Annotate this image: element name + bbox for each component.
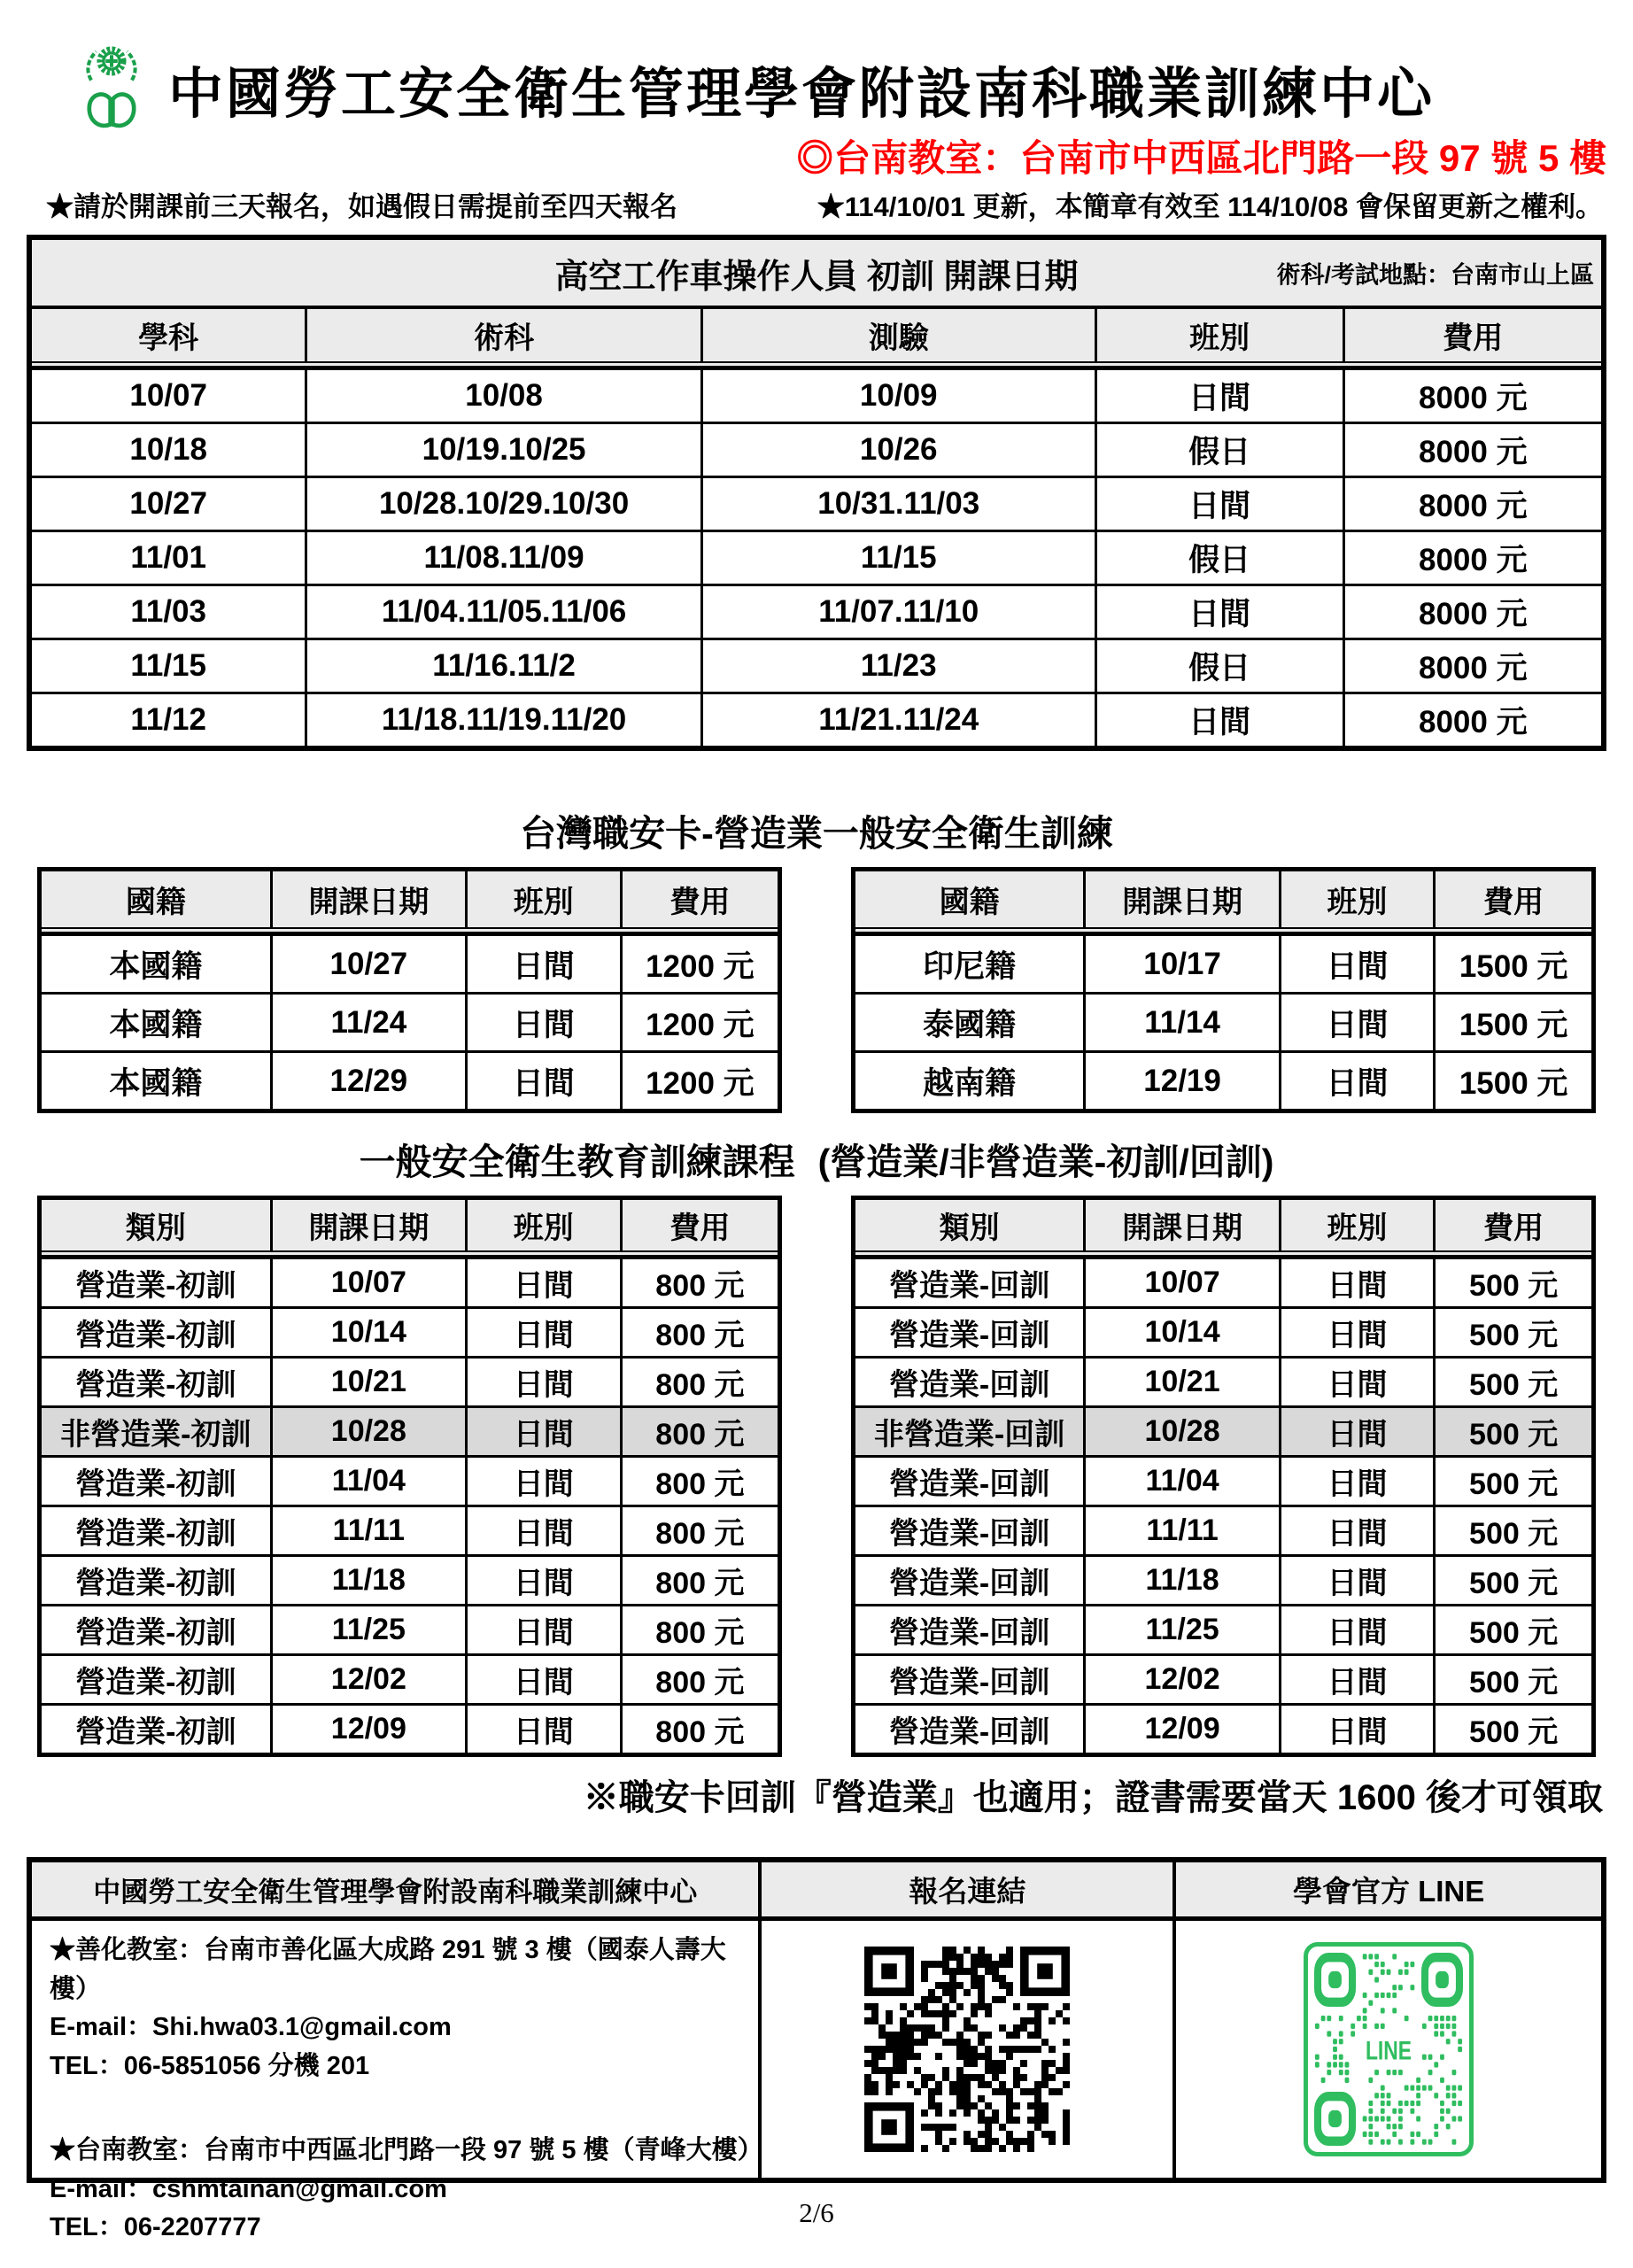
cell: 800 元 — [620, 1458, 778, 1505]
cell: 日間 — [465, 1606, 620, 1653]
column-header: 班別 — [1279, 871, 1434, 927]
cell: 日間 — [1279, 936, 1434, 992]
shanhua-classroom-contact — [50, 1931, 758, 2086]
table-row — [42, 1306, 778, 1356]
cell: 11/23 — [700, 640, 1095, 692]
column-header: 國籍 — [939, 886, 1000, 919]
cell: 非營造業-初訓 — [60, 1418, 252, 1451]
table-row — [32, 584, 1601, 638]
cell: 800 元 — [620, 1706, 778, 1753]
table-body — [855, 933, 1591, 1109]
cell: 11/11 — [1083, 1507, 1278, 1554]
cell: 11/18 — [270, 1557, 465, 1604]
cell: 11/12 — [130, 702, 206, 737]
table1-title-row — [32, 240, 1601, 309]
cell: 11/01 — [130, 540, 206, 575]
cell: 11/04.11/05.11/06 — [305, 586, 700, 638]
cell: 12/29 — [270, 1053, 465, 1109]
cell: 假日 — [1095, 640, 1343, 692]
signup-link-header: 報名連結 — [758, 1862, 1173, 1916]
cell: 營造業-回訓 — [888, 1616, 1050, 1650]
classroom-email: E-mail：Shi.hwa03.1@gmail.com — [50, 2013, 452, 2041]
cell: 日間 — [465, 1408, 620, 1455]
cell: 12/02 — [1083, 1656, 1278, 1703]
column-header: 費用 — [620, 1200, 778, 1250]
cell: 10/07 — [129, 378, 207, 413]
cell: 營造業-回訓 — [888, 1567, 1050, 1600]
cell: 日間 — [1279, 1458, 1434, 1505]
table-body — [42, 1257, 778, 1753]
cell: 日間 — [1279, 1408, 1434, 1455]
initial-training-table — [37, 1196, 782, 1757]
column-header: 開課日期 — [1083, 1200, 1278, 1250]
cell: 800 元 — [620, 1408, 778, 1455]
safety-card-domestic-table — [37, 867, 782, 1113]
cell: 8000 元 — [1343, 478, 1601, 530]
cell: 日間 — [1095, 586, 1343, 638]
cell: 11/25 — [270, 1606, 465, 1653]
table-row — [855, 1703, 1591, 1753]
cell: 10/14 — [270, 1309, 465, 1356]
cell: 10/21 — [270, 1358, 465, 1405]
table-body — [42, 933, 778, 1109]
page-number: 2/6 — [799, 2197, 834, 2228]
column-header: 開課日期 — [1083, 871, 1278, 927]
contact-header-row — [32, 1862, 1601, 1921]
cell: 11/25 — [1083, 1606, 1278, 1653]
cell: 11/24 — [270, 995, 465, 1050]
cell: 營造業-初訓 — [75, 1666, 236, 1699]
column-header: 學科 — [138, 321, 199, 355]
column-header: 國籍 — [125, 886, 186, 919]
cell: 500 元 — [1433, 1606, 1591, 1653]
table-row — [855, 992, 1591, 1050]
table-row — [42, 1356, 778, 1405]
cell: 10/07 — [1083, 1259, 1278, 1306]
signup-qr-cell — [758, 1921, 1173, 2178]
table-row — [42, 1050, 778, 1109]
safety-card-tables — [37, 867, 1596, 1113]
cell: 8000 元 — [1343, 640, 1601, 692]
cell: 10/07 — [270, 1259, 465, 1306]
cell: 10/14 — [1083, 1309, 1278, 1356]
cell: 800 元 — [620, 1358, 778, 1405]
table-row — [42, 1604, 778, 1653]
column-header: 類別 — [125, 1211, 186, 1245]
cell: 日間 — [1279, 1606, 1434, 1653]
table-row — [32, 422, 1601, 476]
cell: 營造業-回訓 — [888, 1467, 1050, 1501]
cell: 營造業-初訓 — [75, 1368, 236, 1402]
cell: 本國籍 — [109, 1007, 203, 1042]
table-row — [855, 1050, 1591, 1109]
header-row — [42, 1200, 778, 1257]
cell: 營造業-初訓 — [75, 1269, 236, 1303]
official-line-header: 學會官方 LINE — [1173, 1862, 1601, 1916]
cell: 日間 — [1095, 694, 1343, 746]
cell: 日間 — [465, 1358, 620, 1405]
table-row — [42, 992, 778, 1050]
cell: 500 元 — [1433, 1458, 1591, 1505]
classroom-address: ★善化教室：台南市善化區大成路 291 號 3 樓（國泰人壽大樓） — [50, 1936, 726, 2003]
table-row — [42, 1554, 778, 1604]
column-header: 開課日期 — [270, 871, 465, 927]
column-header: 費用 — [1433, 1200, 1591, 1250]
column-header: 費用 — [1433, 871, 1591, 927]
table-row — [855, 1405, 1591, 1455]
tainan-classroom-contact — [50, 2132, 763, 2248]
cell: 8000 元 — [1343, 586, 1601, 638]
cell: 10/28.10/29.10/30 — [305, 478, 700, 530]
cell: 12/09 — [270, 1706, 465, 1753]
cell: 500 元 — [1433, 1309, 1591, 1356]
cell: 營造業-回訓 — [888, 1517, 1050, 1551]
column-header: 開課日期 — [270, 1200, 465, 1250]
cell: 500 元 — [1433, 1656, 1591, 1703]
classroom-email: E-mail：cshmtainan@gmail.com — [50, 2174, 447, 2203]
classroom-tel: TEL：06-5851056 分機 201 — [50, 2051, 370, 2080]
cell: 營造業-回訓 — [888, 1368, 1050, 1402]
table-row — [32, 530, 1601, 584]
cell: 日間 — [1279, 1557, 1434, 1604]
certificate-note: ※職安卡回訓『營造業』也適用；證書需要當天 1600 後才可領取 — [583, 1778, 1603, 1817]
column-header: 類別 — [939, 1211, 1000, 1245]
cell: 泰國籍 — [923, 1007, 1017, 1042]
cell: 800 元 — [620, 1656, 778, 1703]
table1-header-row — [32, 309, 1601, 368]
cell: 800 元 — [620, 1507, 778, 1554]
cell: 1500 元 — [1433, 995, 1591, 1050]
table1-exam-location-note: 術科/考試地點：台南市山上區 — [1276, 261, 1594, 289]
column-header: 班別 — [465, 871, 620, 927]
table-row — [42, 1653, 778, 1703]
cell: 11/18.11/19.11/20 — [305, 694, 700, 746]
cell: 日間 — [1279, 1309, 1434, 1356]
column-header: 費用 — [1343, 309, 1601, 361]
cell: 800 元 — [620, 1606, 778, 1653]
notice-row — [0, 182, 1633, 224]
table-row — [855, 1505, 1591, 1554]
table-row — [42, 1505, 778, 1554]
cell: 10/27 — [270, 936, 465, 992]
cell: 印尼籍 — [923, 948, 1017, 984]
association-logo-icon — [81, 41, 142, 136]
cell: 11/03 — [130, 594, 206, 629]
cell: 日間 — [1279, 995, 1434, 1050]
table-row — [42, 933, 778, 992]
header-row — [855, 871, 1591, 933]
tainan-classroom-highlight: ◎台南教室：台南市中西區北門路一段 97 號 5 樓 — [796, 137, 1606, 179]
cell: 12/09 — [1083, 1706, 1278, 1753]
cell: 越南籍 — [923, 1065, 1017, 1101]
cell: 日間 — [1279, 1053, 1434, 1109]
table-row — [32, 476, 1601, 530]
table-row — [855, 1455, 1591, 1505]
column-header: 術科 — [305, 309, 700, 361]
cell: 營造業-初訓 — [75, 1517, 236, 1551]
cell: 11/04 — [1083, 1458, 1278, 1505]
cell: 500 元 — [1433, 1259, 1591, 1306]
cell: 11/08.11/09 — [305, 532, 700, 584]
cell: 日間 — [465, 1053, 620, 1109]
section3-title-sub: (營造業/非營造業-初訓/回訓) — [817, 1142, 1274, 1182]
aerial-work-vehicle-table — [27, 235, 1606, 751]
cell: 日間 — [1279, 1259, 1434, 1306]
cell: 非營造業-回訓 — [873, 1418, 1065, 1451]
cell: 10/19.10/25 — [305, 424, 700, 476]
cell: 日間 — [465, 1309, 620, 1356]
cell: 假日 — [1095, 424, 1343, 476]
classroom-address: ★台南教室：台南市中西區北門路一段 97 號 5 樓（青峰大樓） — [50, 2136, 763, 2164]
cell: 500 元 — [1433, 1408, 1591, 1455]
table-row — [32, 692, 1601, 746]
cell: 本國籍 — [109, 1065, 203, 1101]
cell: 日間 — [1095, 370, 1343, 422]
retraining-table — [851, 1196, 1596, 1757]
general-training-section-title — [0, 1133, 1633, 1185]
cell: 日間 — [465, 1259, 620, 1306]
cell: 12/19 — [1083, 1053, 1278, 1109]
cell: 11/16.11/2 — [305, 640, 700, 692]
cell: 本國籍 — [109, 948, 203, 984]
cell: 假日 — [1095, 532, 1343, 584]
cell: 營造業-回訓 — [888, 1269, 1050, 1303]
cell: 1200 元 — [620, 995, 778, 1050]
header-row — [42, 871, 778, 933]
cell: 10/17 — [1083, 936, 1278, 992]
cell: 日間 — [465, 1706, 620, 1753]
column-header: 費用 — [620, 871, 778, 927]
table-row — [855, 1257, 1591, 1306]
cell: 10/18 — [129, 432, 207, 467]
cell: 11/15 — [700, 532, 1095, 584]
cell: 800 元 — [620, 1259, 778, 1306]
cell: 11/07.11/10 — [700, 586, 1095, 638]
line-qr-cell — [1173, 1921, 1601, 2178]
update-validity-note: ★114/10/01 更新，本簡章有效至 114/10/08 會保留更新之權利。 — [816, 191, 1603, 222]
cell: 11/15 — [130, 648, 206, 683]
cell: 8000 元 — [1343, 532, 1601, 584]
cell: 營造業-初訓 — [75, 1567, 236, 1600]
line-qr-code — [1304, 1942, 1474, 2156]
classroom-tel: TEL：06-2207777 — [50, 2213, 261, 2241]
table-row — [42, 1257, 778, 1306]
signup-deadline-note: ★請於開課前三天報名，如遇假日需提前至四天報名 — [46, 191, 677, 222]
cell: 日間 — [465, 995, 620, 1050]
table1-title: 高空工作車操作人員 初訓 開課日期 — [554, 258, 1079, 296]
cell: 800 元 — [620, 1557, 778, 1604]
cell: 日間 — [465, 1458, 620, 1505]
cell: 12/02 — [270, 1656, 465, 1703]
signup-qr-code — [864, 1947, 1070, 2152]
cell: 500 元 — [1433, 1706, 1591, 1753]
page-title: 中國勞工安全衛生管理學會附設南科職業訓練中心 — [168, 63, 1436, 125]
cell: 營造業-初訓 — [75, 1467, 236, 1501]
cell: 營造業-回訓 — [888, 1715, 1050, 1749]
cell: 營造業-回訓 — [888, 1319, 1050, 1352]
cell: 日間 — [1095, 478, 1343, 530]
table-row — [855, 1554, 1591, 1604]
cell: 8000 元 — [1343, 424, 1601, 476]
column-header: 班別 — [465, 1200, 620, 1250]
cell: 800 元 — [620, 1309, 778, 1356]
cell: 10/28 — [270, 1408, 465, 1455]
cell: 日間 — [465, 936, 620, 992]
cell: 11/11 — [270, 1507, 465, 1554]
table-body — [855, 1257, 1591, 1753]
cell: 500 元 — [1433, 1358, 1591, 1405]
column-header: 測驗 — [700, 309, 1095, 361]
cell: 日間 — [465, 1557, 620, 1604]
table-row — [42, 1703, 778, 1753]
contact-info-cell — [32, 1921, 763, 2241]
header — [0, 0, 1633, 136]
header-row — [855, 1200, 1591, 1257]
cell: 500 元 — [1433, 1557, 1591, 1604]
cell: 10/31.11/03 — [700, 478, 1095, 530]
cell: 營造業-回訓 — [888, 1666, 1050, 1699]
cell: 日間 — [1279, 1706, 1434, 1753]
table1-body — [32, 368, 1601, 746]
cell: 1200 元 — [620, 936, 778, 992]
cell: 1500 元 — [1433, 936, 1591, 992]
cell: 1500 元 — [1433, 1053, 1591, 1109]
cell: 10/27 — [129, 486, 207, 521]
cell: 10/09 — [700, 370, 1095, 422]
cell: 10/21 — [1083, 1358, 1278, 1405]
cell: 日間 — [1279, 1358, 1434, 1405]
cell: 11/14 — [1083, 995, 1278, 1050]
table-row — [42, 1405, 778, 1455]
safety-card-foreign-table — [851, 867, 1596, 1113]
table-row — [32, 368, 1601, 422]
table-row — [32, 638, 1601, 692]
cell: 營造業-初訓 — [75, 1319, 236, 1352]
organization-name: 中國勞工安全衛生管理學會附設南科職業訓練中心 — [93, 1877, 698, 1908]
safety-card-section-title: 台灣職安卡-營造業一般安全衛生訓練 — [520, 813, 1113, 854]
cell: 8000 元 — [1343, 370, 1601, 422]
cell: 日間 — [465, 1656, 620, 1703]
cell: 11/21.11/24 — [700, 694, 1095, 746]
table-row — [855, 1604, 1591, 1653]
section3-title-main: 一般安全衛生教育訓練課程 — [359, 1142, 795, 1182]
table-row — [855, 933, 1591, 992]
cell: 10/26 — [700, 424, 1095, 476]
cell: 500 元 — [1433, 1507, 1591, 1554]
cell: 1200 元 — [620, 1053, 778, 1109]
general-training-tables — [37, 1196, 1596, 1757]
cell: 營造業-初訓 — [75, 1715, 236, 1749]
cell: 營造業-初訓 — [75, 1616, 236, 1650]
column-header: 班別 — [1279, 1200, 1434, 1250]
svg-text:LINE: LINE — [1366, 2035, 1412, 2066]
table-row — [42, 1455, 778, 1505]
table-row — [855, 1306, 1591, 1356]
cell: 日間 — [1279, 1507, 1434, 1554]
table-row — [855, 1356, 1591, 1405]
cell: 11/18 — [1083, 1557, 1278, 1604]
column-header: 班別 — [1095, 309, 1343, 361]
cell: 日間 — [465, 1507, 620, 1554]
cell: 8000 元 — [1343, 694, 1601, 746]
cell: 10/08 — [305, 370, 700, 422]
table-row — [855, 1653, 1591, 1703]
cell: 日間 — [1279, 1656, 1434, 1703]
cell: 10/28 — [1083, 1408, 1278, 1455]
cell: 11/04 — [270, 1458, 465, 1505]
